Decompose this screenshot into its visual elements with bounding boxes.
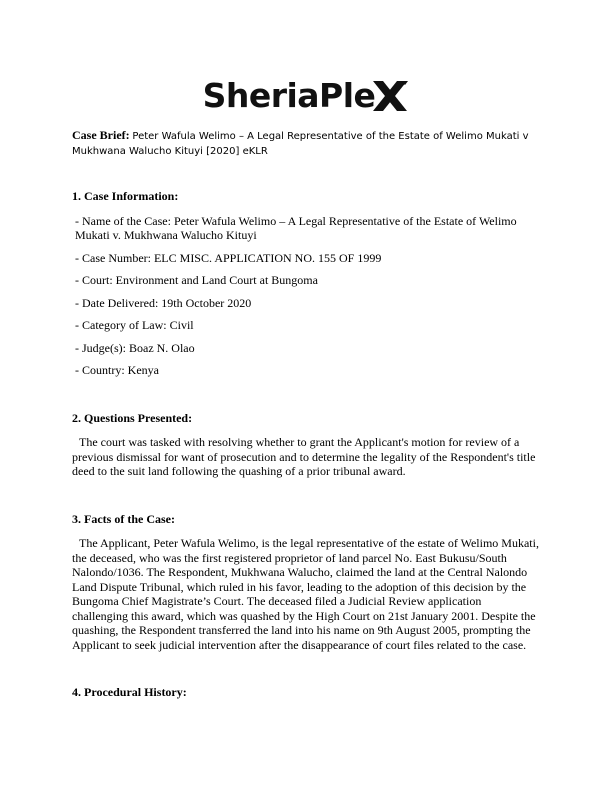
case-number-item: - Case Number: ELC MISC. APPLICATION NO. 155 OF 1999 [75,250,382,265]
document-body [72,189,540,700]
section-questions-presented [72,411,540,479]
case-brief [72,128,542,159]
section-facts [72,512,540,653]
court-item: - Court: Environment and Land Court at Bungoma [75,273,318,287]
section-heading: 3. Facts of the Case: [72,511,175,526]
section-procedural-history [72,685,540,700]
case-brief-label: Case Brief: [72,128,130,142]
case-name-item: - Name of the Case: Peter Wafula Welimo – A Legal Representative of the Estate of Welimo Mukati v. Mukhwana Walucho Kituyi [75,213,517,242]
facts-paragraph: The Applicant, Peter Wafula Welimo, is the legal representative of the estate of Welimo Mukati, the deceased, who was the first registered proprietor of land parcel No. East Bukusu/South Nalondo/1036. The Respondent, Mukhwana Walucho, claimed the land at the Central Nalondo Land Dispute Tribunal, which ruled in his favor, leading to the adoption of this decision by the Bungoma Chief Magistrate’s Court. The deceased filed a Judicial Review application challenging this award, which was quashed by the High Court on 21st January 2001. Despite the quashing, the Respondent transferred the land into his name on 9th August 2005, prompting the Applicant to seek judicial intervention after the disappearance of court files related to the case. [72,536,539,652]
category-item: - Category of Law: Civil [75,318,194,332]
section-heading: 1. Case Information: [72,189,179,203]
date-delivered-item: - Date Delivered: 19th October 2020 [75,295,252,310]
judge-item: - Judge(s): Boaz N. Olao [75,340,195,355]
section-heading: 2. Questions Presented: [72,410,193,425]
section-case-information [72,189,540,378]
questions-paragraph: The court was tasked with resolving whether to grant the Applicant's motion for review of a previous dismissal for want of prosecution and to determine the legality of the Respondent's title deed to the suit land following the quashing of a prior tribunal award. [72,435,536,478]
x-mark-icon [371,78,409,114]
sheriaplex-logo [0,76,612,114]
country-item: - Country: Kenya [75,363,159,377]
logo-text: SheriaPle [202,75,376,115]
section-heading: 4. Procedural History: [72,685,187,699]
case-brief-title: Peter Wafula Welimo – A Legal Representative of the Estate of Welimo Mukati v Mukhwana Walucho Kituyi [2020] eKLR [72,131,529,157]
